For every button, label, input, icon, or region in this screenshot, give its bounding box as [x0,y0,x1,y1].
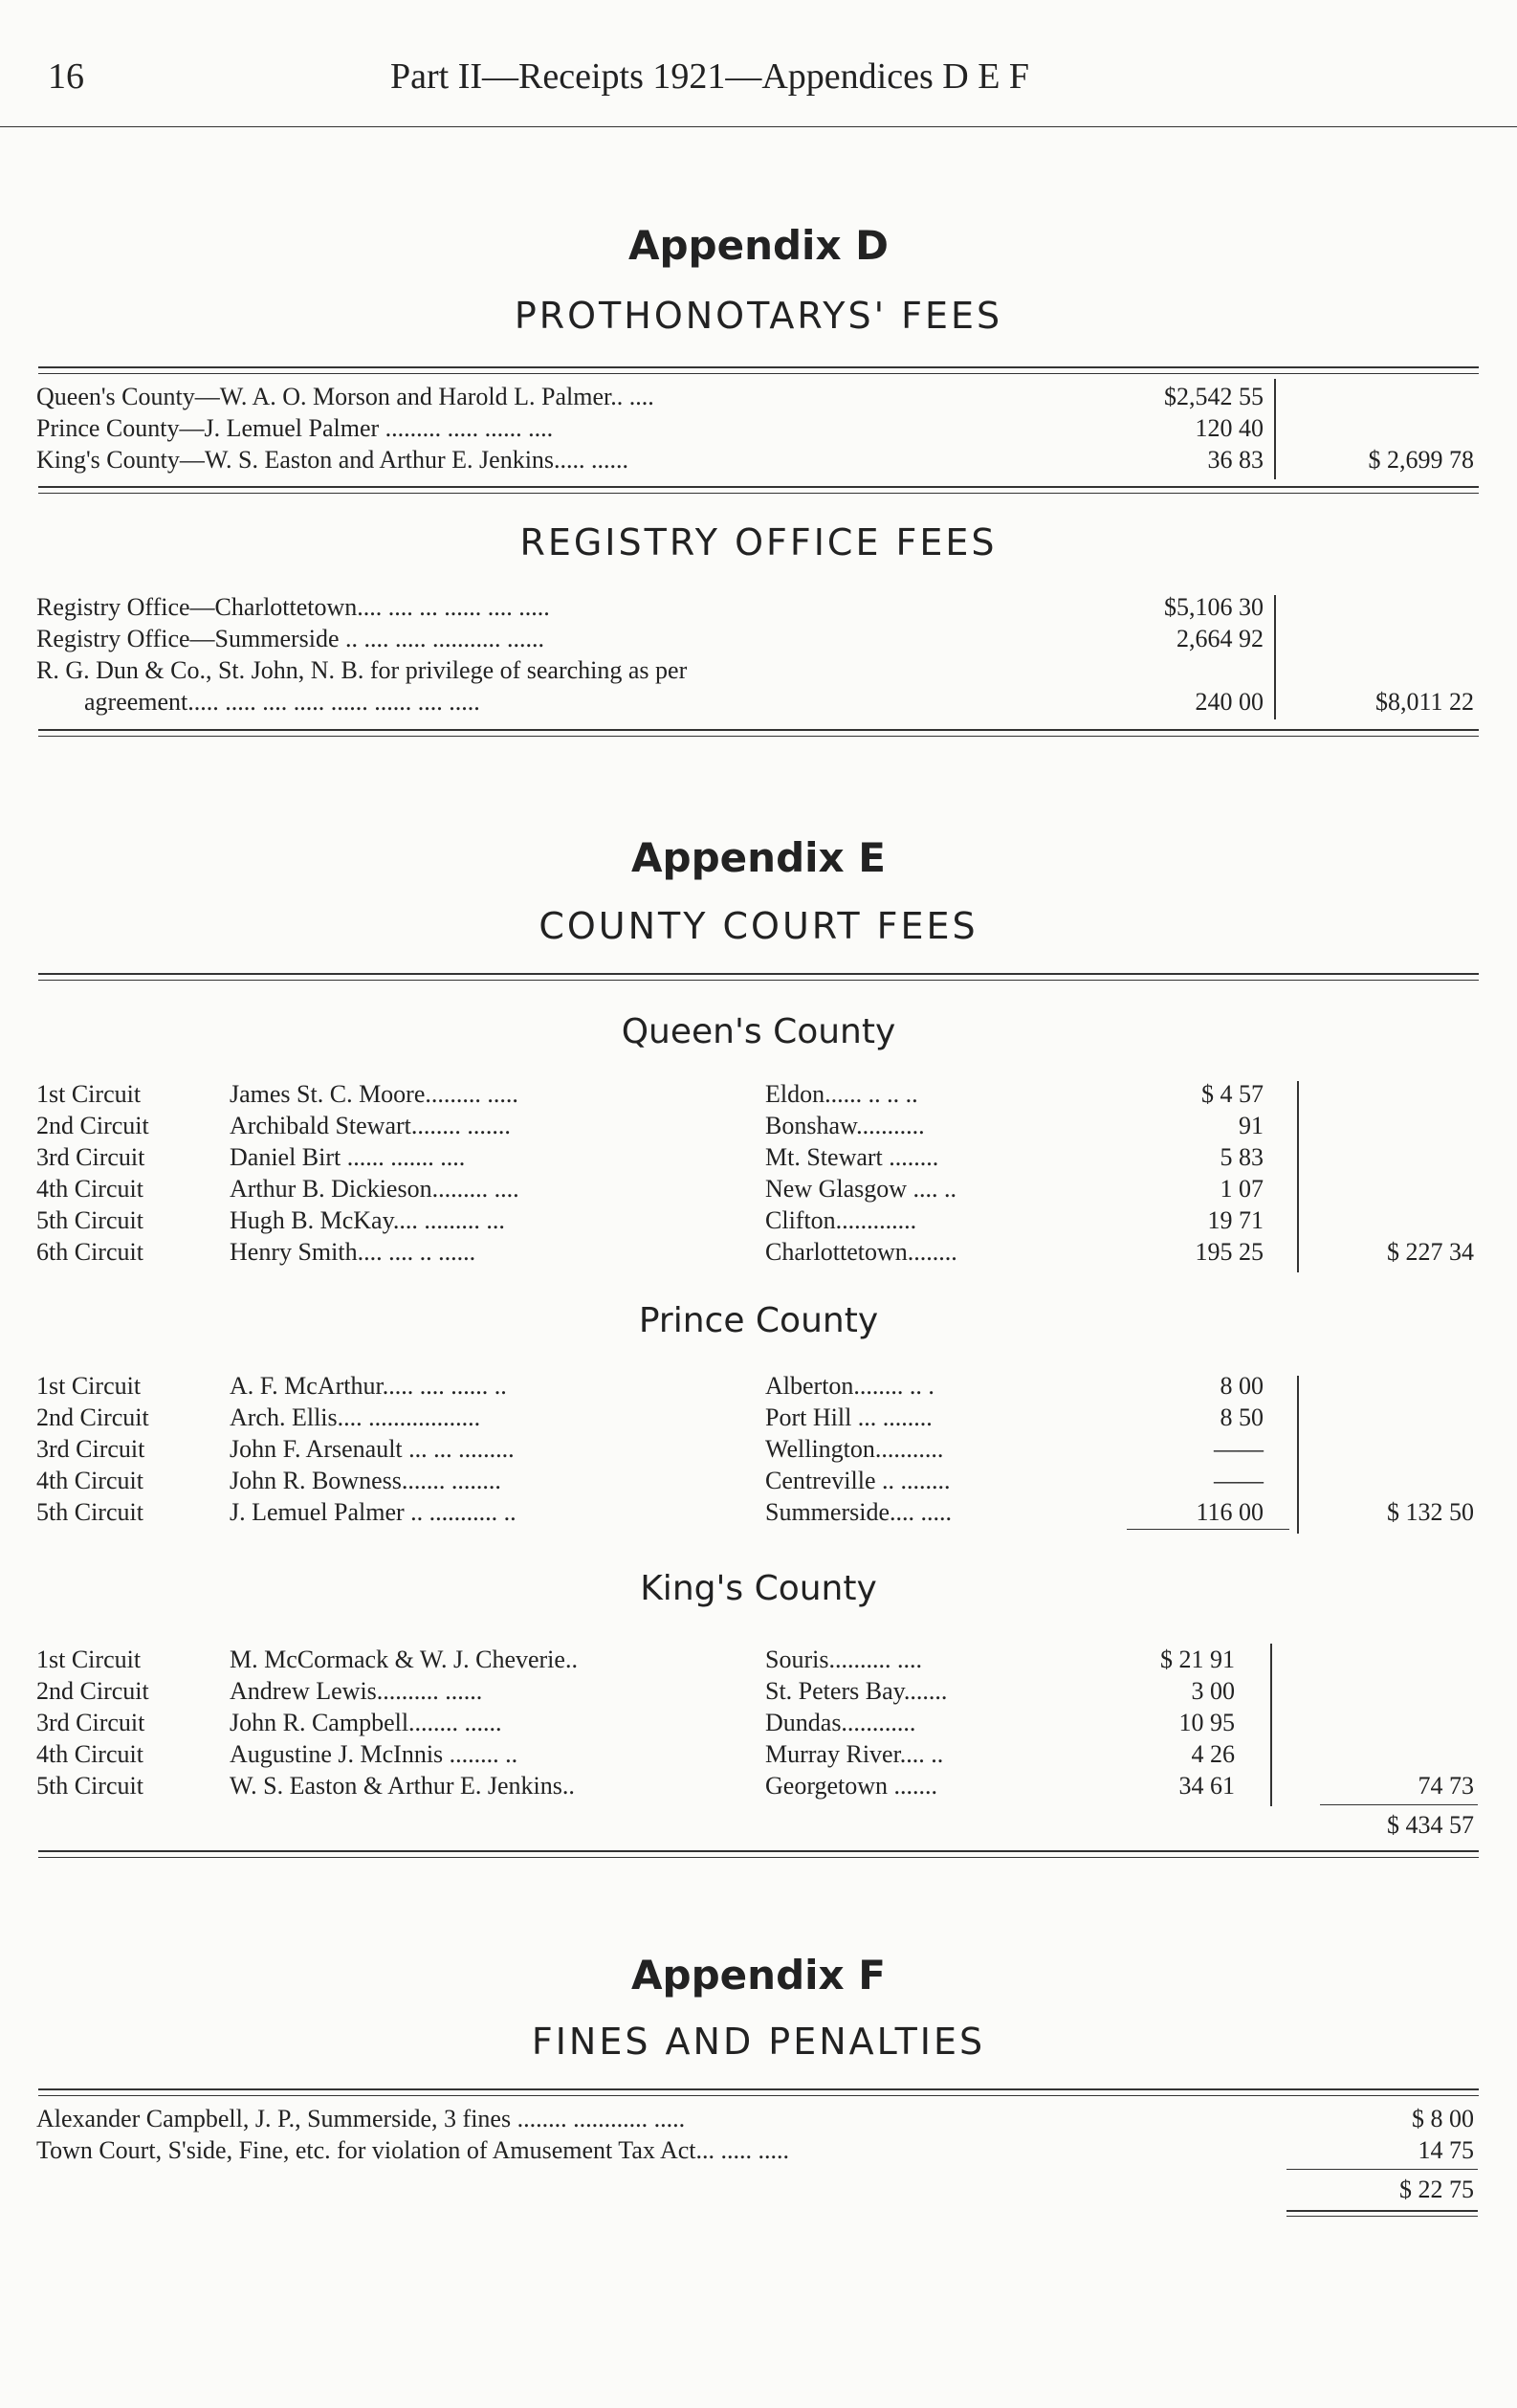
fee-amount: 240 00 [1195,688,1264,716]
circuit-row [0,1173,1517,1204]
prince-county-heading: Prince County [638,1301,879,1340]
circuit-place: Summerside.... ..... [765,1498,952,1526]
circuit-label: 3rd Circuit [36,1709,145,1736]
subtotal-rule [1127,1529,1289,1530]
circuit-label: 4th Circuit [36,1175,143,1203]
column-divider [1297,1376,1299,1534]
rule [38,1850,1479,1852]
fee-amount: 120 40 [1195,414,1264,442]
fine-total-row [0,2174,1517,2205]
circuit-label: 4th Circuit [36,1467,143,1494]
circuit-label: 1st Circuit [36,1080,142,1108]
fine-amount: $ 8 00 [1412,2105,1474,2132]
circuit-row [0,1738,1517,1770]
circuit-amount: 195 25 [1195,1238,1264,1266]
fee-description: R. G. Dun & Co., St. John, N. B. for privilege of searching as per [36,656,688,684]
circuit-label: 5th Circuit [36,1206,143,1234]
fee-description: Registry Office—Charlottetown.... .... ... ...... .... ..... [36,593,550,621]
fee-row [0,686,1517,718]
circuit-row [0,1465,1517,1496]
circuit-amount: 91 [1239,1112,1264,1139]
county-total: 74 73 [1418,1772,1474,1800]
section-total: $8,011 22 [1374,688,1474,716]
queens-county-heading: Queen's County [621,1012,896,1051]
circuit-place: Alberton........ .. . [765,1372,934,1400]
rule [38,493,1479,494]
circuit-label: 5th Circuit [36,1498,143,1526]
circuit-row [0,1204,1517,1236]
section-total: $ 2,699 78 [1368,446,1474,474]
fee-amount: $5,106 30 [1164,593,1264,621]
judge-name: M. McCormack & W. J. Cheverie.. [230,1646,578,1673]
circuit-amount: 8 50 [1220,1403,1264,1431]
fee-amount: $2,542 55 [1164,383,1264,410]
subtotal-rule [1286,2169,1478,2170]
judge-name: John R. Campbell........ ...... [230,1709,502,1736]
circuit-amount: 4 26 [1191,1740,1235,1768]
column-divider [1274,379,1276,479]
circuit-amount: —— [1214,1467,1264,1494]
circuit-label: 6th Circuit [36,1238,143,1266]
circuit-label: 5th Circuit [36,1772,143,1800]
fines-penalties-heading: FINES AND PENALTIES [531,2021,986,2063]
judge-name: J. Lemuel Palmer .. ........... .. [230,1498,517,1526]
column-divider [1270,1644,1272,1806]
circuit-place: Murray River.... .. [765,1740,944,1768]
circuit-place: St. Peters Bay....... [765,1677,948,1705]
appendix-f-title: Appendix F [631,1952,886,1999]
circuit-row [0,1078,1517,1110]
fee-description: Registry Office—Summerside .. .... ..... ........... ...... [36,625,545,652]
circuit-place: Eldon...... .. .. .. [765,1080,918,1108]
judge-name: W. S. Easton & Arthur E. Jenkins.. [230,1772,575,1800]
appendix-e-title: Appendix E [631,834,886,881]
header-rule [0,126,1517,127]
county-total: $ 132 50 [1387,1498,1474,1526]
circuit-row [0,1675,1517,1707]
registry-fees-heading: REGISTRY OFFICE FEES [519,521,998,563]
fine-amount: 14 75 [1418,2136,1474,2164]
judge-name: Henry Smith.... .... .. ...... [230,1238,476,1266]
circuit-amount: 19 71 [1207,1206,1264,1234]
kings-county-heading: King's County [640,1569,877,1608]
circuit-label: 2nd Circuit [36,1112,149,1139]
circuit-label: 4th Circuit [36,1740,143,1768]
circuit-amount: 5 83 [1220,1143,1264,1171]
circuit-place: Port Hill ... ........ [765,1403,933,1431]
judge-name: Andrew Lewis.......... ...... [230,1677,483,1705]
circuit-amount: $ 21 91 [1160,1646,1235,1673]
fines-total: $ 22 75 [1399,2176,1474,2203]
circuit-row [0,1141,1517,1173]
circuit-label: 3rd Circuit [36,1143,145,1171]
circuit-place: New Glasgow .... .. [765,1175,957,1203]
judge-name: Arthur B. Dickieson......... .... [230,1175,519,1203]
circuit-place: Dundas............ [765,1709,916,1736]
circuit-row [0,1496,1517,1528]
fee-row [0,412,1517,444]
circuit-amount: —— [1214,1435,1264,1463]
fine-row [0,2103,1517,2134]
fine-row [0,2134,1517,2166]
circuit-place: Souris.......... .... [765,1646,922,1673]
circuit-amount: 116 00 [1196,1498,1264,1526]
rule [38,729,1479,731]
circuit-amount: 3 00 [1191,1677,1235,1705]
fee-description: King's County—W. S. Easton and Arthur E. Jenkins..... ...... [36,446,629,474]
circuit-place: Charlottetown........ [765,1238,957,1266]
fine-description: Town Court, S'side, Fine, etc. for violation of Amusement Tax Act... ..... ..... [36,2136,789,2164]
circuit-label: 2nd Circuit [36,1403,149,1431]
circuit-label: 1st Circuit [36,1646,142,1673]
judge-name: A. F. McArthur..... .... ...... .. [230,1372,507,1400]
fine-description: Alexander Campbell, J. P., Summerside, 3 fines ........ ............ ..... [36,2105,686,2132]
subtotal-rule [1320,1804,1478,1805]
rule [38,373,1479,374]
circuit-row [0,1402,1517,1433]
fee-row [0,623,1517,654]
judge-name: John R. Bowness....... ........ [230,1467,501,1494]
circuit-label: 2nd Circuit [36,1677,149,1705]
circuit-place: Bonshaw........... [765,1112,925,1139]
judge-name: Arch. Ellis.... .................. [230,1403,481,1431]
circuit-place: Mt. Stewart ........ [765,1143,939,1171]
circuit-place: Clifton............. [765,1206,917,1234]
circuit-row [0,1110,1517,1141]
rule [38,2095,1479,2096]
judge-name: James St. C. Moore......... ..... [230,1080,518,1108]
circuit-amount: $ 4 57 [1201,1080,1264,1108]
fee-row [0,444,1517,475]
circuit-place: Georgetown ....... [765,1772,938,1800]
judge-name: Daniel Birt ...... ....... .... [230,1143,466,1171]
circuit-amount: 1 07 [1220,1175,1264,1203]
grand-total: $ 434 57 [1387,1811,1474,1839]
circuit-label: 3rd Circuit [36,1435,145,1463]
fee-row [0,654,1517,686]
circuit-amount: 34 61 [1178,1772,1235,1800]
circuit-place: Wellington........... [765,1435,944,1463]
prothonotary-fees-heading: PROTHONOTARYS' FEES [514,295,1003,337]
circuit-amount: 10 95 [1178,1709,1235,1736]
rule [38,2088,1479,2090]
total-rule [1286,2210,1478,2212]
column-divider [1274,595,1276,719]
rule [38,1857,1479,1858]
county-total: $ 227 34 [1387,1238,1474,1266]
judge-name: John F. Arsenault ... ... ......... [230,1435,515,1463]
fee-row [0,381,1517,412]
rule [38,736,1479,737]
rule [38,973,1479,975]
circuit-row [0,1370,1517,1402]
fee-amount: 36 83 [1207,446,1264,474]
judge-name: Archibald Stewart........ ....... [230,1112,511,1139]
circuit-row [0,1644,1517,1675]
circuit-label: 1st Circuit [36,1372,142,1400]
rule [38,366,1479,368]
grand-total-row [0,1809,1517,1841]
fee-description: agreement..... ..... .... ..... ...... ...... .... ..... [84,688,480,716]
county-court-fees-heading: COUNTY COURT FEES [539,905,978,947]
circuit-row [0,1433,1517,1465]
page-number: 16 [48,56,84,97]
judge-name: Hugh B. McKay.... ......... ... [230,1206,505,1234]
circuit-row [0,1236,1517,1268]
circuit-row [0,1770,1517,1801]
fee-description: Prince County—J. Lemuel Palmer ......... ..... ...... .... [36,414,554,442]
circuit-amount: 8 00 [1220,1372,1264,1400]
appendix-d-title: Appendix D [627,222,890,269]
rule [38,486,1479,488]
total-rule [1286,2216,1478,2217]
circuit-row [0,1707,1517,1738]
judge-name: Augustine J. McInnis ........ .. [230,1740,518,1768]
fee-amount: 2,664 92 [1176,625,1264,652]
fee-description: Queen's County—W. A. O. Morson and Harold L. Palmer.. .... [36,383,654,410]
column-divider [1297,1081,1299,1272]
circuit-place: Centreville .. ........ [765,1467,951,1494]
fee-row [0,591,1517,623]
rule [38,980,1479,981]
running-title: Part II—Receipts 1921—Appendices D E F [390,56,1030,97]
